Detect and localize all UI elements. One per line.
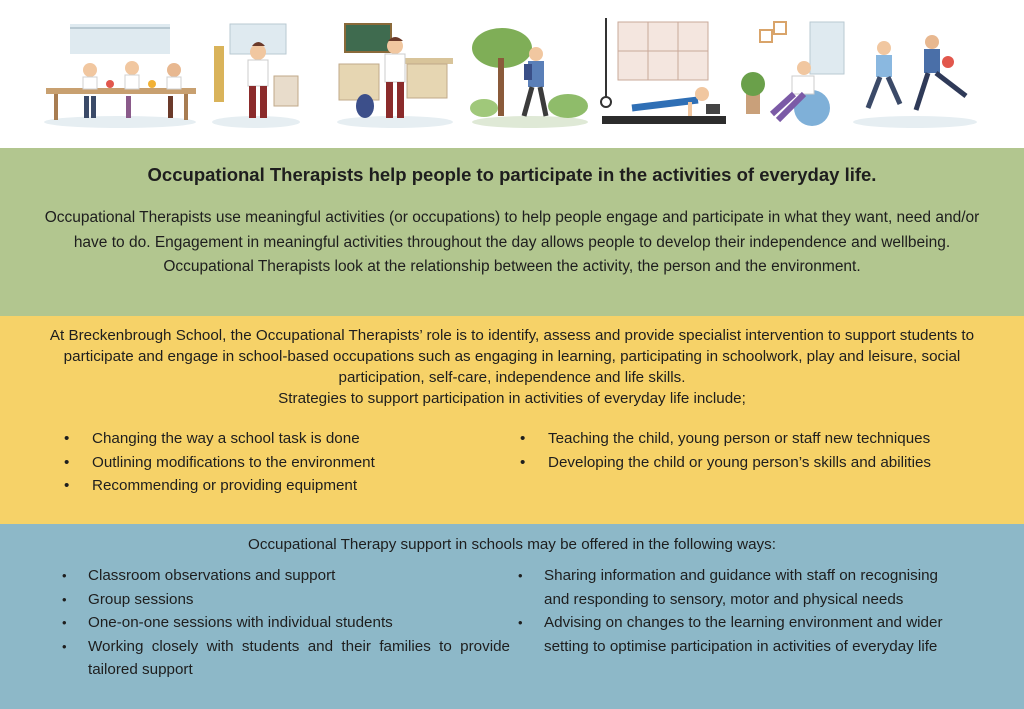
classroom-desk-icon: [333, 18, 458, 130]
list-item: • Changing the way a school task is done: [64, 427, 484, 451]
list-item: • Working closely with students and their families to provide tailored support: [60, 635, 510, 682]
list-item: • Recommending or providing equipment: [64, 474, 484, 498]
school-role-paragraph: [30, 325, 994, 409]
strategies-list-left: [64, 427, 484, 498]
gym-exercise-icon: [598, 18, 728, 130]
strategies-list-right: [520, 427, 940, 474]
intro-paragraph: Occupational Therapists use meaningful activities (or occupations) to help people engage and participate in what they want, need and/or have to do. Engagement in meaningful activities throughout the day allows people to develop their independence and wellbeing. Occupational Therapists look at the relationship between the activity, the person and the environment.: [44, 209, 980, 275]
school-role-text: At Breckenbrough School, the Occupational Therapists’ role is to identify, assess and provide specialist intervention to support students to participate and engage in school-based occupations such as engaging in learning, participating in schoolwork, play and leisure, social participation, self-care, independence and life skills.: [49, 327, 975, 386]
support-list-left: [60, 564, 510, 682]
outdoor-walking-icon: [468, 18, 593, 130]
support-list-right: [516, 564, 946, 658]
illustration-strip: [0, 0, 1024, 148]
teen-standing-icon: [208, 18, 303, 130]
school-role-section: [0, 316, 1024, 524]
list-item: • Group sessions: [60, 588, 510, 612]
list-item: • Teaching the child, young person or staff new techniques: [520, 427, 940, 451]
yoga-ball-icon: [738, 18, 848, 130]
strategies-intro: Strategies to support participation in activities of everyday life include;: [278, 390, 746, 407]
support-intro: Occupational Therapy support in schools may be offered in the following ways:: [248, 536, 776, 553]
list-item: • Developing the child or young person’s skills and abilities: [520, 451, 940, 475]
page-heading: Occupational Therapists help people to participate in the activities of everyday life.: [147, 164, 877, 185]
list-item: • Sharing information and guidance with staff on recognising and responding to sensory, motor and physical needs: [516, 564, 946, 611]
support-section: [0, 524, 1024, 709]
kids-running-icon: [850, 18, 980, 130]
school-lunch-icon: [40, 18, 200, 130]
list-item: • Outlining modifications to the environment: [64, 451, 484, 475]
list-item: • Advising on changes to the learning environment and wider setting to optimise participation in activities of everyday life: [516, 611, 946, 658]
intro-section: [0, 148, 1024, 316]
list-item: • One-on-one sessions with individual students: [60, 611, 510, 635]
list-item: • Classroom observations and support: [60, 564, 510, 588]
